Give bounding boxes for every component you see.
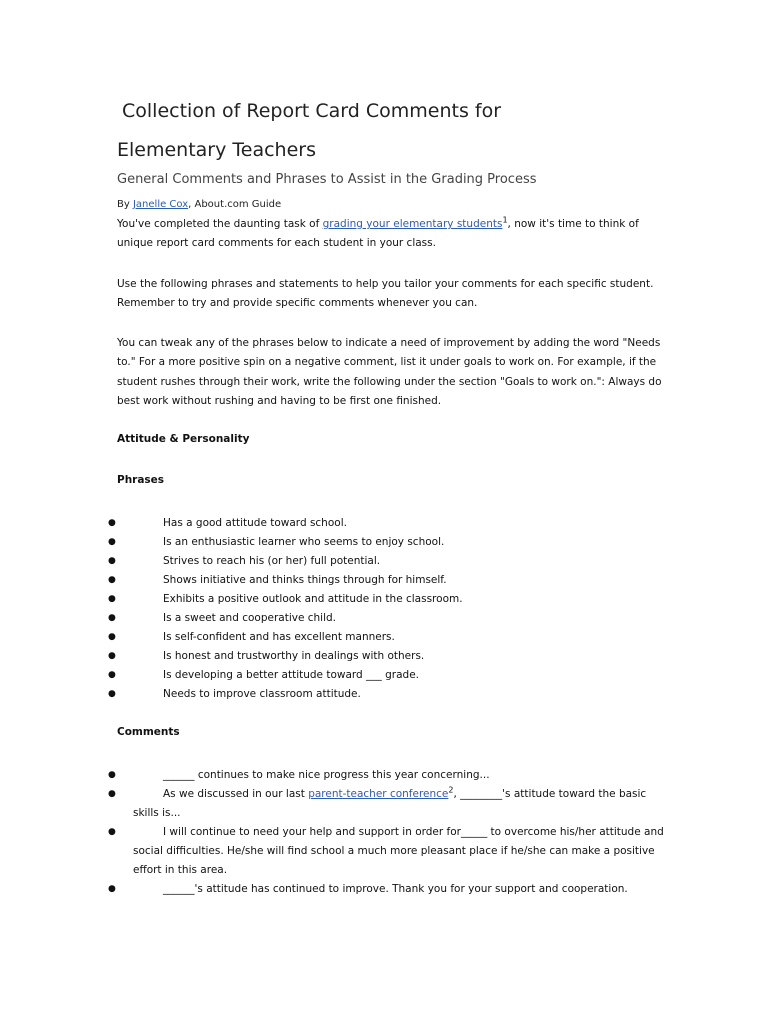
intro-after: , now it's time to think of unique report card comments for each student in your class. [117, 218, 639, 250]
bullet-icon: ● [108, 594, 116, 604]
footnote-1: 1 [502, 215, 508, 225]
footnote-2: 2 [448, 785, 454, 795]
comment-text: ______ continues to make nice progress this year concerning... [163, 769, 490, 781]
comment-after: , ________'s attitude toward the basic skills is... [133, 788, 647, 819]
comment-text: ______'s attitude has continued to improve. Thank you for your support and cooperation. [163, 883, 628, 895]
list-item [108, 609, 668, 628]
bullet-icon: ● [108, 789, 116, 799]
list-item [108, 571, 668, 590]
list-item [108, 552, 668, 571]
list-item [108, 533, 668, 552]
list-item [108, 785, 668, 823]
phrase-text: Is self-confident and has excellent manners. [163, 631, 395, 643]
comment-text: I will continue to need your help and support in order for_____ to overcome his/her attitude and social difficulties. He/she will find school a much more pleasant place if he/she can make a positive effort in this area. [133, 826, 664, 876]
phrases-list [108, 514, 668, 704]
phrase-text: Needs to improve classroom attitude. [163, 688, 361, 700]
list-item [108, 647, 668, 666]
bullet-icon: ● [108, 556, 116, 566]
comments-heading: Comments [117, 726, 180, 738]
byline-suffix: , About.com Guide [188, 199, 282, 210]
bullet-icon: ● [108, 537, 116, 547]
byline-prefix: By [117, 199, 133, 210]
comments-list [108, 766, 668, 899]
list-item [108, 666, 668, 685]
bullet-icon: ● [108, 770, 116, 780]
intro-paragraph [117, 215, 662, 254]
phrases-heading: Phrases [117, 474, 165, 486]
phrase-text: Has a good attitude toward school. [163, 517, 347, 529]
phrase-text: Is an enthusiastic learner who seems to enjoy school. [163, 536, 445, 548]
bullet-icon: ● [108, 827, 116, 837]
list-item [108, 590, 668, 609]
bullet-icon: ● [108, 884, 116, 894]
title-line-1: Collection of Report Card Comments for [122, 100, 502, 122]
bullet-icon: ● [108, 670, 116, 680]
bullet-icon: ● [108, 689, 116, 699]
author-link[interactable]: Janelle Cox [132, 199, 189, 210]
phrase-text: Strives to reach his (or her) full potential. [163, 555, 381, 567]
phrase-text: Exhibits a positive outlook and attitude in the classroom. [163, 593, 463, 605]
phrase-text: Is a sweet and cooperative child. [163, 612, 337, 624]
bullet-icon: ● [108, 518, 116, 528]
list-item [108, 514, 668, 533]
bullet-icon: ● [108, 651, 116, 661]
list-item [108, 766, 668, 785]
intro-before: You've completed the daunting task of [117, 218, 323, 230]
title-line-2: Elementary Teachers [117, 139, 316, 161]
section-heading: Attitude & Personality [117, 433, 250, 445]
grading-students-link[interactable]: grading your elementary students [322, 218, 503, 230]
bullet-icon: ● [108, 575, 116, 585]
phrase-text: Is honest and trustworthy in dealings with others. [163, 650, 425, 662]
list-item [108, 880, 668, 899]
tailor-paragraph: Use the following phrases and statements to help you tailor your comments for each specific student. Remember to try and provide specific comments whenever you can. [117, 278, 654, 310]
bullet-icon: ● [108, 632, 116, 642]
phrase-text: Shows initiative and thinks things through for himself. [163, 574, 447, 586]
tweak-paragraph: You can tweak any of the phrases below to indicate a need of improvement by adding the word "Needs to." For a more positive spin on a negative comment, list it under goals to work on. For example, if the student rushes through their work, write the following under the section "Goals to work on.": Always do best work without rushing and having to be first one finished. [117, 337, 662, 407]
phrase-text: Is developing a better attitude toward ___ grade. [163, 669, 420, 681]
byline [117, 199, 281, 210]
list-item [108, 685, 668, 704]
list-item [108, 823, 668, 880]
bullet-icon: ● [108, 613, 116, 623]
subtitle: General Comments and Phrases to Assist in the Grading Process [117, 172, 537, 187]
parent-teacher-conference-link[interactable]: parent-teacher conference [308, 788, 449, 800]
comment-before: As we discussed in our last [163, 788, 309, 800]
list-item [108, 628, 668, 647]
